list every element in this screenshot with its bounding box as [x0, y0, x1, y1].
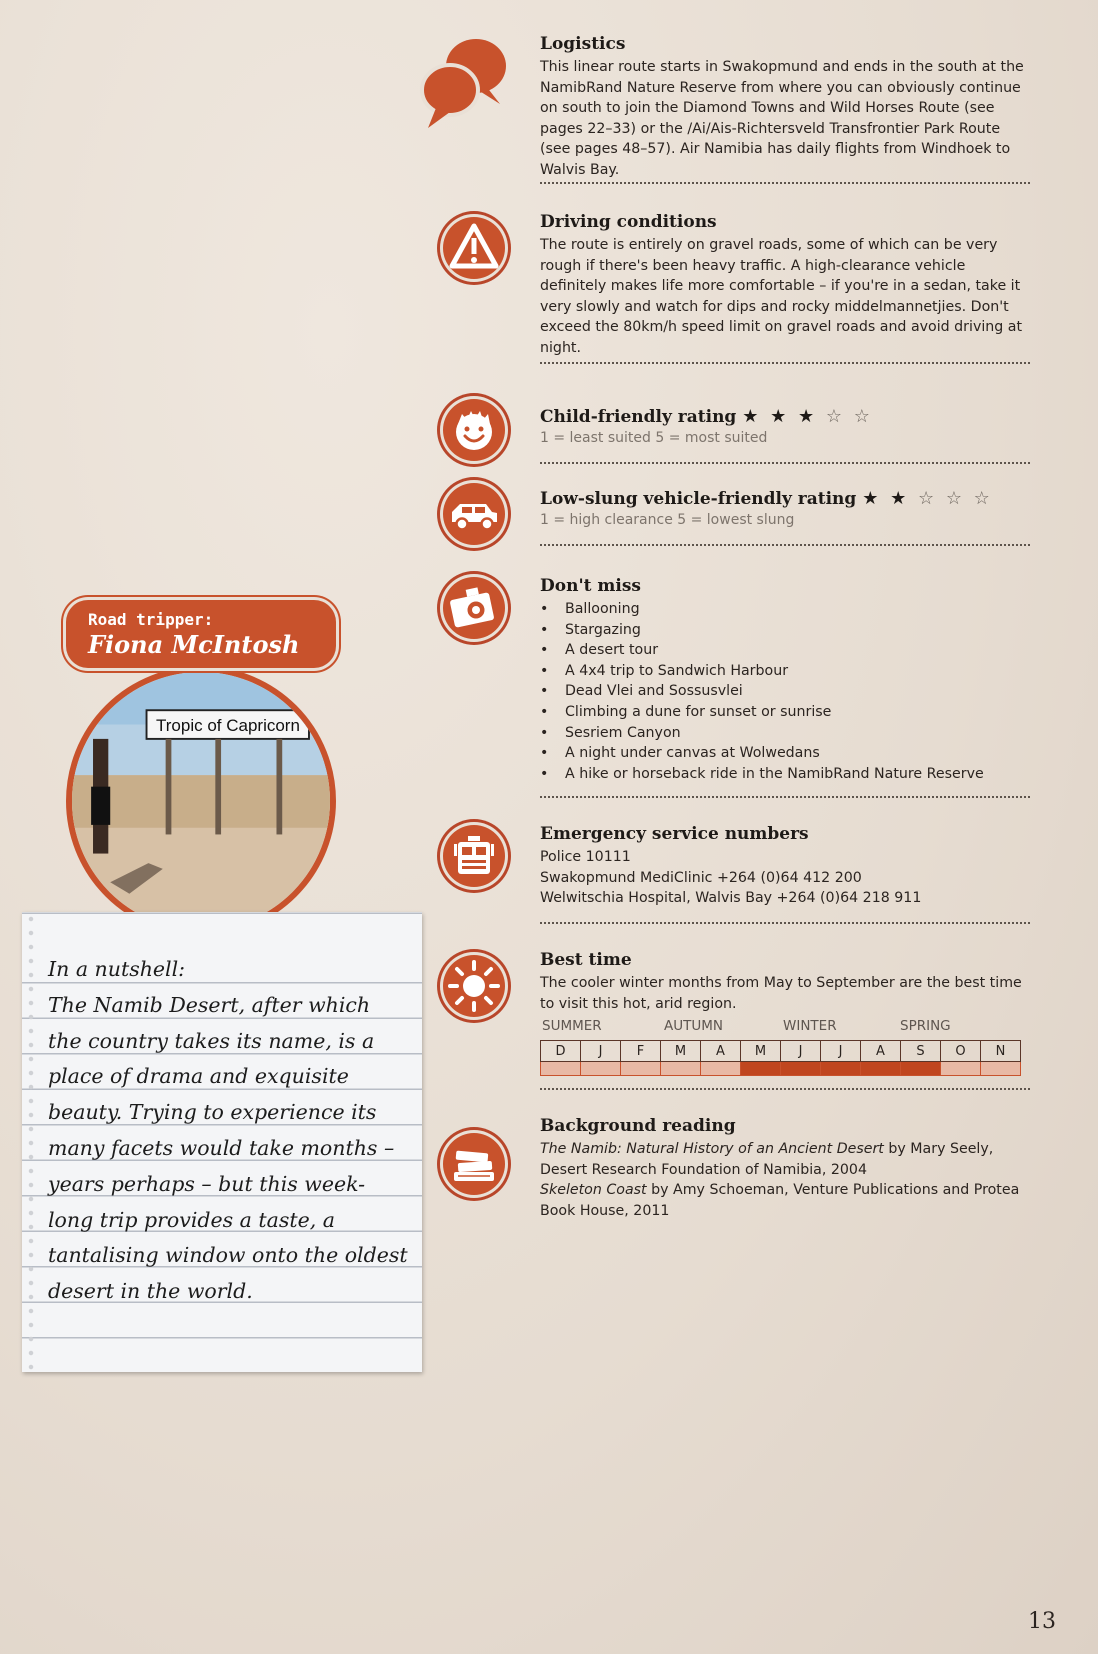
month-cell: M — [661, 1041, 701, 1062]
stars-empty: ☆ ☆ ☆ — [909, 488, 993, 509]
emergency-line: Welwitschia Hospital, Walvis Bay +264 (0)64 218 911 — [540, 890, 922, 907]
list-item: • A night under canvas at Wolwedans — [540, 743, 1030, 764]
list-item: • A hike or horseback ride in the NamibRand Nature Reserve — [540, 764, 1030, 785]
divider — [540, 362, 1030, 364]
list-item: • Sesriem Canyon — [540, 723, 1030, 744]
tripper-photo — [66, 666, 336, 936]
photo-sign: Tropic of Capricorn — [156, 716, 300, 735]
month-cell: N — [981, 1041, 1021, 1062]
stars-filled: ★ ★ — [862, 488, 910, 509]
nutshell-content — [48, 952, 408, 1310]
child-rating-stars — [742, 406, 873, 427]
month-cell: O — [941, 1041, 981, 1062]
month-cell: F — [621, 1041, 661, 1062]
vehicle-rating-scale: 1 = high clearance 5 = lowest slung — [540, 512, 795, 528]
emergency-line: Police 10111 — [540, 849, 631, 865]
logistics-title: Logistics — [540, 34, 626, 54]
driving-text: The route is entirely on gravel roads, some of which can be very rough if there's been heavy traffic. A high-clearance vehicle definitely makes life more comfortable – if you're in a sedan, take it very slowly and watch for dips and rocky middelmannetjies. Don't exceed the 80km/h speed limit on gravel roads and avoid driving at night. — [540, 237, 1023, 356]
reading-book-1 — [540, 1139, 1030, 1180]
list-item: • Stargazing — [540, 620, 1030, 641]
vehicle-rating-title: Low-slung vehicle-friendly rating — [540, 489, 857, 509]
best-month-cell — [741, 1062, 781, 1076]
month-bar-cell — [581, 1062, 621, 1076]
list-item: • Ballooning — [540, 599, 1030, 620]
best-month-cell — [901, 1062, 941, 1076]
child-rating-scale: 1 = least suited 5 = most suited — [540, 430, 768, 446]
smiley-face-icon — [440, 396, 508, 464]
best-month-cell — [821, 1062, 861, 1076]
nutshell-text: The Namib Desert, after which the country takes its name, is a place of drama and exquisite beauty. Trying to experience its many facets would take months – years perhaps – but this week-long trip provides a taste, a tantalising window onto the oldest desert in the world. — [48, 992, 408, 1304]
emergency-line: Swakopmund MediClinic +264 (0)64 412 200 — [540, 869, 862, 886]
divider — [540, 796, 1030, 798]
vehicle-rating-stars — [862, 488, 993, 509]
camera-icon — [440, 574, 508, 642]
season-labels — [540, 1018, 1030, 1036]
stars-empty: ☆ ☆ — [817, 406, 873, 427]
best-time-text: The cooler winter months from May to September are the best time to visit this hot, arid region. — [540, 975, 1022, 1012]
sun-icon — [440, 952, 508, 1020]
list-item: • A 4x4 trip to Sandwich Harbour — [540, 661, 1030, 682]
season-label: SPRING — [900, 1018, 951, 1035]
vehicle-rating-heading — [540, 488, 1030, 509]
car-icon — [440, 480, 508, 548]
divider — [540, 1088, 1030, 1090]
paper-holes — [26, 912, 36, 1372]
books-icon — [440, 1130, 508, 1198]
book-title: Skeleton Coast — [540, 1182, 647, 1199]
fire-engine-icon — [440, 822, 508, 890]
month-cell: A — [861, 1041, 901, 1062]
month-cell: J — [821, 1041, 861, 1062]
month-bar-cell — [621, 1062, 661, 1076]
best-month-cell — [781, 1062, 821, 1076]
book-details: by Amy Schoeman, Venture Publications and Protea Book House, 2011 — [540, 1182, 1020, 1219]
reading-book-2 — [540, 1180, 1030, 1221]
child-rating-title: Child-friendly rating — [540, 407, 737, 427]
month-cell: J — [781, 1041, 821, 1062]
month-cell: J — [581, 1041, 621, 1062]
divider — [540, 182, 1030, 184]
month-cell: S — [901, 1041, 941, 1062]
page-number: 13 — [1028, 1609, 1056, 1634]
list-item: • Dead Vlei and Sossusvlei — [540, 681, 1030, 702]
season-label: WINTER — [783, 1018, 837, 1035]
month-calendar — [540, 1040, 1021, 1076]
logistics-text: This linear route starts in Swakopmund and ends in the south at the NamibRand Nature Reserve from where you can obviously continue on south to join the Diamond Towns and Wild Horses Route (see pages 22–33) or the /Ai/Ais-Richtersveld Transfrontier Park Route (see pages 48–57). Air Namibia has daily flights from Windhoek to Walvis Bay. — [540, 59, 1024, 178]
nutshell-note — [22, 912, 422, 1372]
month-cell: M — [741, 1041, 781, 1062]
reading-title: Background reading — [540, 1116, 736, 1136]
child-rating-heading — [540, 406, 1030, 427]
road-tripper-label: Road tripper: — [88, 610, 214, 629]
dont-miss-title: Don't miss — [540, 576, 642, 596]
divider — [540, 544, 1030, 546]
nutshell-heading: In a nutshell: — [48, 957, 186, 981]
month-bar-cell — [541, 1062, 581, 1076]
book-details: by Mary Seely, Desert Research Foundation of Namibia, 2004 — [540, 1141, 994, 1178]
best-month-cell — [861, 1062, 901, 1076]
season-label: SUMMER — [542, 1018, 602, 1035]
driving-title: Driving conditions — [540, 212, 717, 232]
month-bar-cell — [701, 1062, 741, 1076]
month-bar-cell — [981, 1062, 1021, 1076]
month-cell: A — [701, 1041, 741, 1062]
road-tripper-name: Fiona McIntosh — [88, 630, 300, 659]
month-cell: D — [541, 1041, 581, 1062]
stars-filled: ★ ★ ★ — [742, 406, 818, 427]
dont-miss-list — [540, 599, 1030, 784]
month-row — [541, 1041, 1021, 1062]
best-months-bar — [541, 1062, 1021, 1076]
book-title: The Namib: Natural History of an Ancient Desert — [540, 1141, 884, 1157]
road-tripper-banner — [66, 600, 336, 668]
season-label: AUTUMN — [664, 1018, 723, 1035]
best-time-title: Best time — [540, 950, 632, 970]
divider — [540, 462, 1030, 464]
divider — [540, 922, 1030, 924]
warning-triangle-icon — [440, 214, 508, 282]
list-item: • A desert tour — [540, 640, 1030, 661]
month-bar-cell — [941, 1062, 981, 1076]
list-item: • Climbing a dune for sunset or sunrise — [540, 702, 1030, 723]
emergency-title: Emergency service numbers — [540, 824, 809, 844]
speech-bubbles-icon — [416, 34, 512, 130]
month-bar-cell — [661, 1062, 701, 1076]
